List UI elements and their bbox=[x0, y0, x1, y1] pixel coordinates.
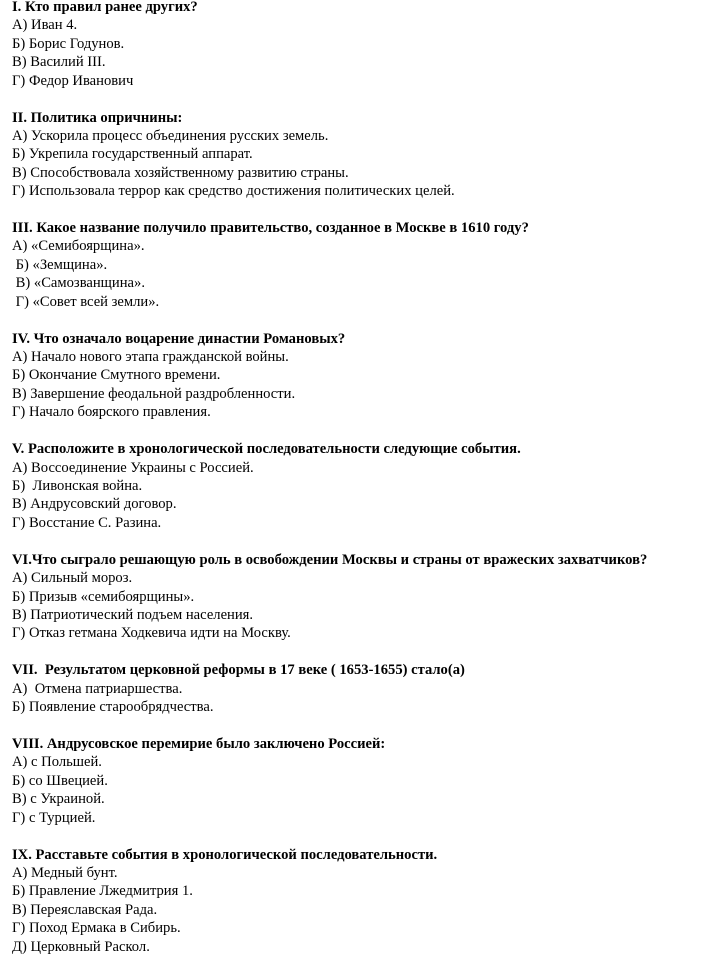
question-title: IV. Что означало воцарение династии Романовых? bbox=[12, 330, 346, 347]
answer-option: Б) со Швецией. bbox=[12, 772, 108, 789]
answer-option: В) Андрусовский договор. bbox=[12, 496, 177, 513]
answer-option: Г) Использовала террор как средство достижения политических целей. bbox=[12, 183, 455, 200]
answer-option: В) Переяславская Рада. bbox=[12, 901, 158, 918]
answer-option: В) Завершение феодальной раздробленности. bbox=[12, 385, 296, 402]
answer-option: В) Василий III. bbox=[12, 54, 106, 71]
answer-option: Б) Призыв «семибоярщины». bbox=[12, 588, 195, 605]
question-title: III. Какое название получило правительство, созданное в Москве в 1610 году? bbox=[12, 220, 529, 237]
question-title: VII. Результатом церковной реформы в 17 веке ( 1653-1655) стало(а) bbox=[12, 662, 465, 679]
question-block-4 bbox=[12, 330, 724, 422]
question-block-9 bbox=[12, 846, 724, 956]
question-title: VI.Что сыграло решающую роль в освобождении Москвы и страны от вражеских захватчиков? bbox=[12, 551, 648, 568]
answer-option: В) с Украиной. bbox=[12, 791, 105, 808]
question-block-6 bbox=[12, 551, 724, 643]
answer-option: В) «Самозванщина». bbox=[12, 275, 145, 292]
answer-option: Г) Начало боярского правления. bbox=[12, 404, 211, 421]
answer-option: Б) Появление старообрядчества. bbox=[12, 699, 214, 716]
question-block-3 bbox=[12, 219, 724, 311]
question-block-5 bbox=[12, 440, 724, 532]
answer-option: Д) Церковный Раскол. bbox=[12, 938, 150, 955]
answer-option: Г) Восстание С. Разина. bbox=[12, 514, 162, 531]
question-title: IX. Расставьте события в хронологической последовательности. bbox=[12, 846, 438, 863]
question-block-8 bbox=[12, 735, 724, 827]
answer-option: А) Сильный мороз. bbox=[12, 570, 133, 587]
answer-option: Б) Правление Лжедмитрия 1. bbox=[12, 883, 193, 900]
answer-option: В) Патриотический подъем населения. bbox=[12, 606, 254, 623]
question-title: II. Политика опричнины: bbox=[12, 109, 183, 126]
answer-option: А) Отмена патриаршества. bbox=[12, 680, 183, 697]
answer-option: Г) «Совет всей земли». bbox=[12, 293, 160, 310]
answer-option: А) Ускорила процесс объединения русских земель. bbox=[12, 127, 329, 144]
document-page bbox=[12, 0, 724, 975]
answer-option: А) Начало нового этапа гражданской войны. bbox=[12, 349, 289, 366]
answer-option: Г) с Турцией. bbox=[12, 809, 96, 826]
question-title: V. Расположите в хронологической последовательности следующие события. bbox=[12, 441, 521, 458]
answer-option: Б) Ливонская война. bbox=[12, 477, 143, 494]
question-block-7 bbox=[12, 661, 724, 716]
answer-option: А) Воссоединение Украины с Россией. bbox=[12, 459, 254, 476]
answer-option: В) Способствовала хозяйственному развитию страны. bbox=[12, 164, 349, 181]
answer-option: Б) Окончание Смутного времени. bbox=[12, 367, 221, 384]
question-block-2 bbox=[12, 109, 724, 201]
answer-option: Г) Отказ гетмана Ходкевича идти на Москву. bbox=[12, 625, 291, 642]
question-title: VIII. Андрусовское перемирие было заключено Россией: bbox=[12, 736, 386, 753]
answer-option: А) Иван 4. bbox=[12, 17, 78, 34]
answer-option: Б) «Земщина». bbox=[12, 256, 108, 273]
question-block-1 bbox=[12, 0, 724, 90]
answer-option: А) с Польшей. bbox=[12, 754, 102, 771]
answer-option: Б) Укрепила государственный аппарат. bbox=[12, 146, 253, 163]
answer-option: Б) Борис Годунов. bbox=[12, 35, 125, 52]
question-title: I. Кто правил ранее других? bbox=[12, 0, 198, 15]
answer-option: Г) Федор Иванович bbox=[12, 72, 134, 89]
answer-option: А) Медный бунт. bbox=[12, 864, 118, 881]
answer-option: А) «Семибоярщина». bbox=[12, 238, 145, 255]
answer-option: Г) Поход Ермака в Сибирь. bbox=[12, 920, 181, 937]
